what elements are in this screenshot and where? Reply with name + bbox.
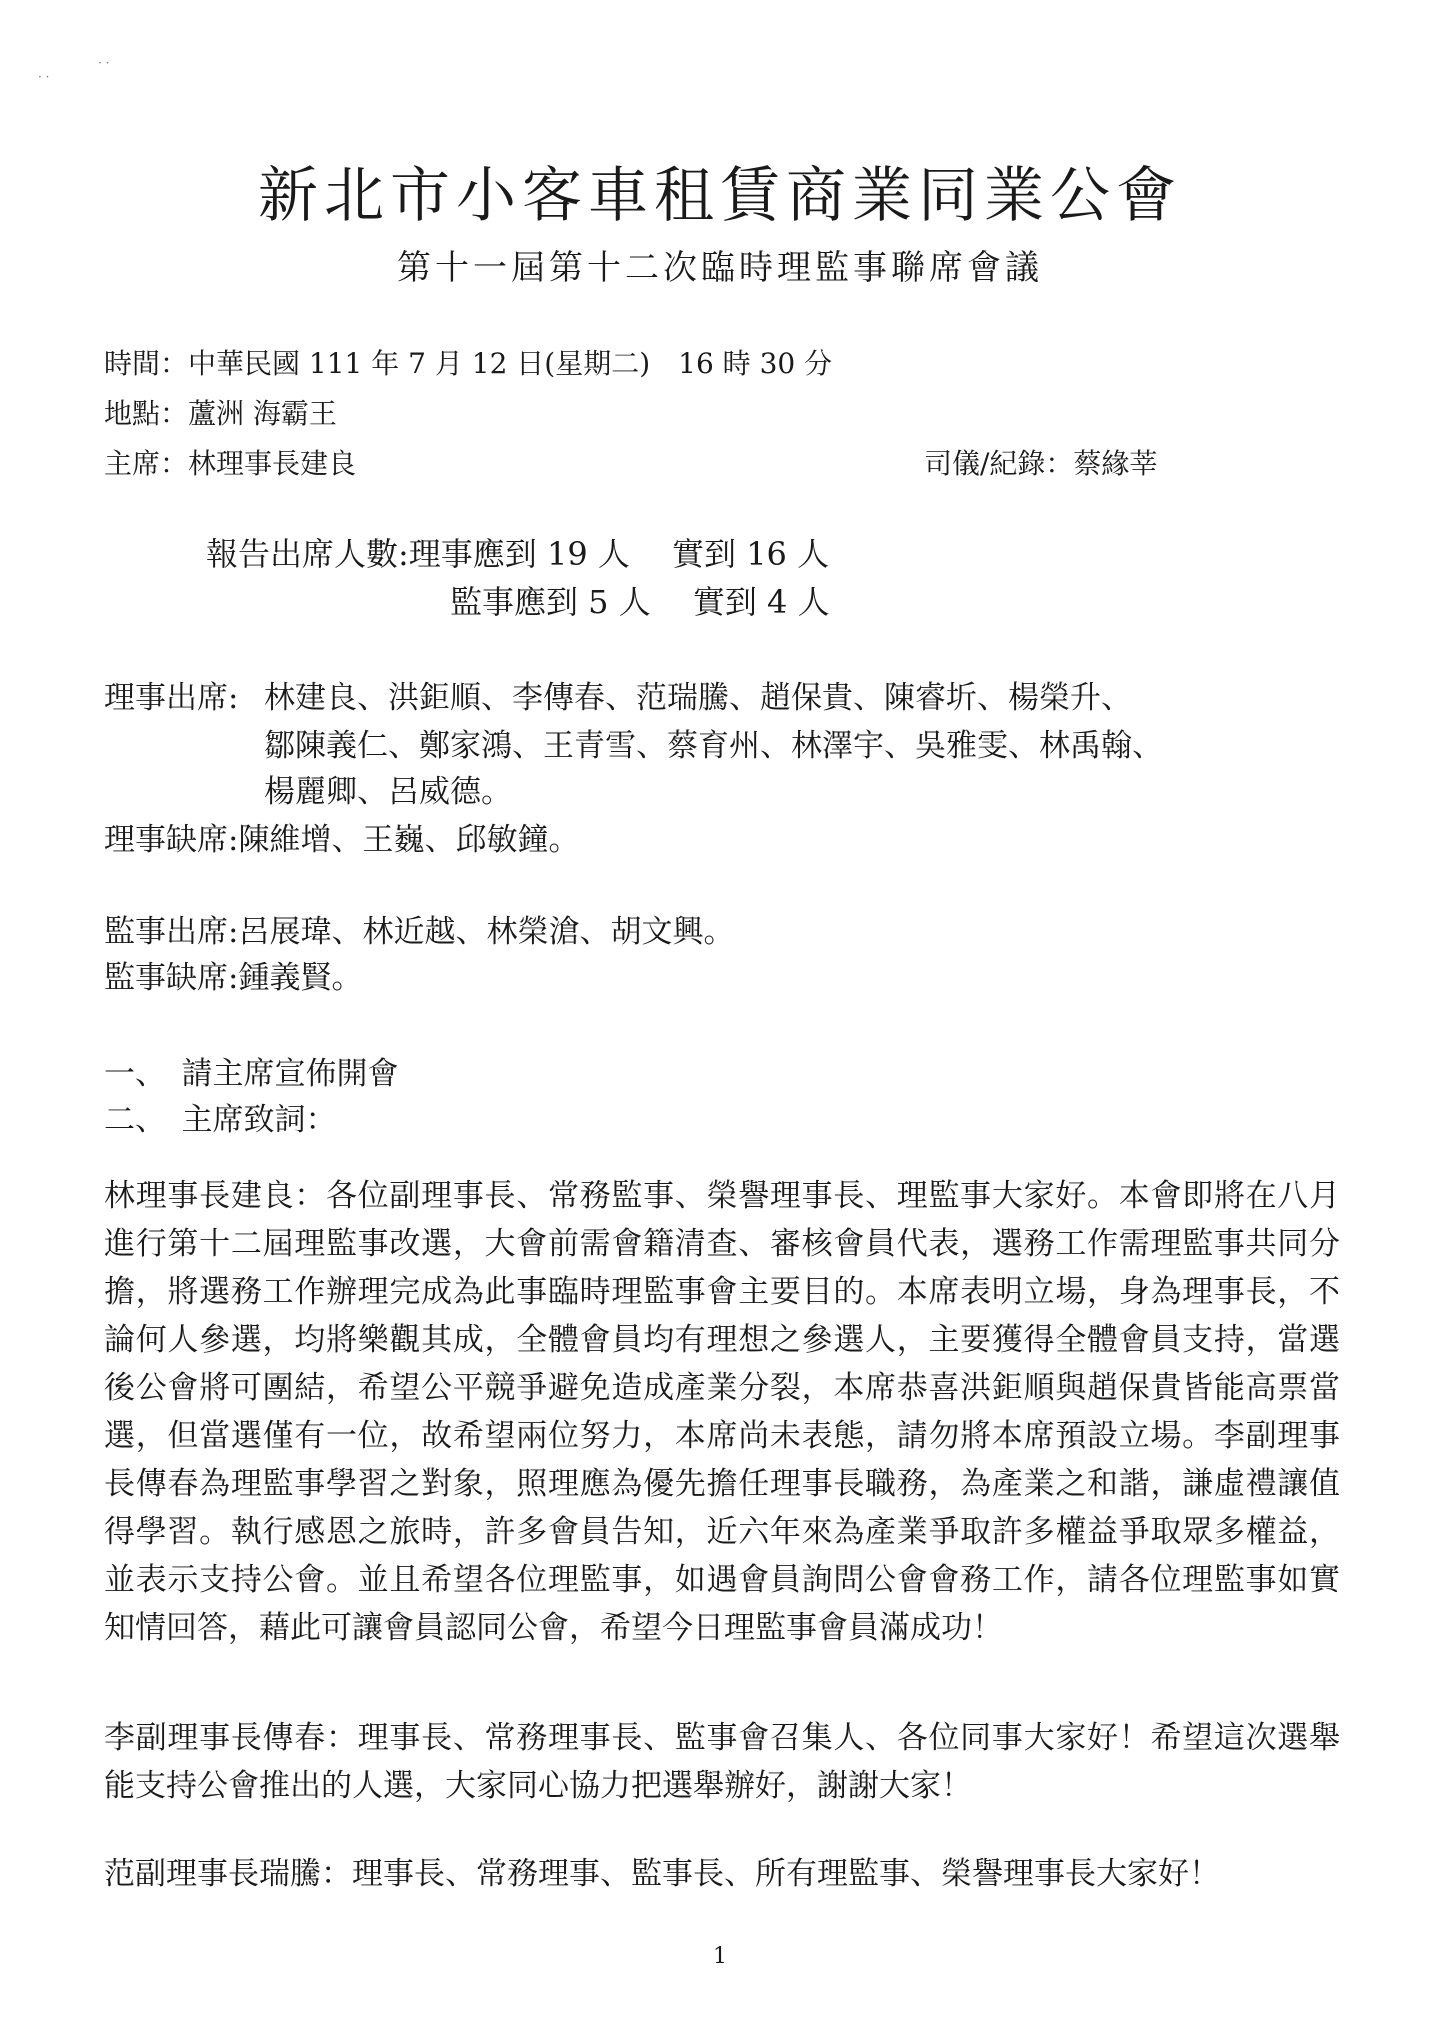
meeting-recorder: 司儀/紀錄：蔡緣莘: [924, 447, 1158, 480]
directors-present-line-3: 楊麗卿、呂威德。: [264, 774, 512, 810]
page-number: 1: [713, 1944, 727, 1969]
directors-present-line-2: 鄒陳義仁、鄭家鴻、王青雪、蔡育州、林澤宇、吳雅雯、林禹翰、: [264, 728, 1163, 764]
meeting-chair: 主席：林理事長建良: [104, 447, 357, 480]
meeting-place: 地點：蘆洲 海霸王: [104, 397, 337, 430]
directors-present-line-1: 林建良、洪鉅順、李傳春、范瑞騰、趙保貴、陳睿圻、楊榮升、: [264, 680, 1132, 716]
agenda-item-2: 二、 主席致詞：: [104, 1102, 337, 1138]
scan-speck: · ·: [38, 70, 50, 84]
supervisors-present: 監事出席:呂展瑋、林近越、林榮滄、胡文興。: [104, 914, 735, 950]
speech-paragraph-chairman: 林理事長建良：各位副理事長、常務監事、榮譽理事長、理監事大家好。本會即將在八月進行第十二屆理監事改選，大會前需會籍清查、審核會員代表，選務工作需理監事共同分擔，將選務工作辦理完成為此事臨時理監事會主要目的。本席表明立場，身為理事長，不論何人參選，均將樂觀其成，全體會員均有理想之參選人，主要獲得全體會員支持，當選後公會將可團結，希望公平競爭避免造成產業分裂，本席恭喜洪鉅順與趙保貴皆能高票當選，但當選僅有一位，故希望兩位努力，本席尚未表態，請勿將本席預設立場。李副理事長傳春為理監事學習之對象，照理應為優先擔任理事長職務，為產業之和諧，謙虛禮讓值得學習。執行感恩之旅時，許多會員告知，近六年來為產業爭取許多權益爭取眾多權益，並表示支持公會。並且希望各位理監事，如遇會員詢問公會會務工作，請各位理監事如實知情回答，藉此可讓會員認同公會，希望今日理監事會員滿成功！: [104, 1178, 1340, 1646]
directors-absent: 理事缺席:陳維增、王巍、邱敏鐘。: [104, 822, 580, 858]
meeting-time: 時間：中華民國 111 年 7 月 12 日(星期二) 16 時 30 分: [104, 347, 833, 380]
scan-speck: · ·: [98, 56, 110, 70]
directors-present-label: 理事出席:: [104, 680, 239, 716]
agenda-item-1: 一、 請主席宣佈開會: [104, 1056, 399, 1092]
document-title: 新北市小客車租賃商業同業公會: [258, 161, 1182, 231]
supervisors-absent: 監事缺席:鍾義賢。: [104, 960, 363, 996]
attendance-supervisors: 監事應到 5 人 實到 4 人: [450, 583, 830, 621]
speech-paragraph-vice-chair-li: 李副理事長傳春：理事長、常務理事長、監事會召集人、各位同事大家好！希望這次選舉能支持公會推出的人選，大家同心協力把選舉辦好，謝謝大家！: [104, 1720, 1340, 1804]
document-subtitle: 第十一屆第十二次臨時理監事聯席會議: [397, 248, 1043, 288]
attendance-directors: 報告出席人數:理事應到 19 人 實到 16 人: [206, 535, 830, 573]
speech-paragraph-vice-chair-fan: 范副理事長瑞騰：理事長、常務理事、監事長、所有理監事、榮譽理事長大家好！: [104, 1856, 1220, 1892]
